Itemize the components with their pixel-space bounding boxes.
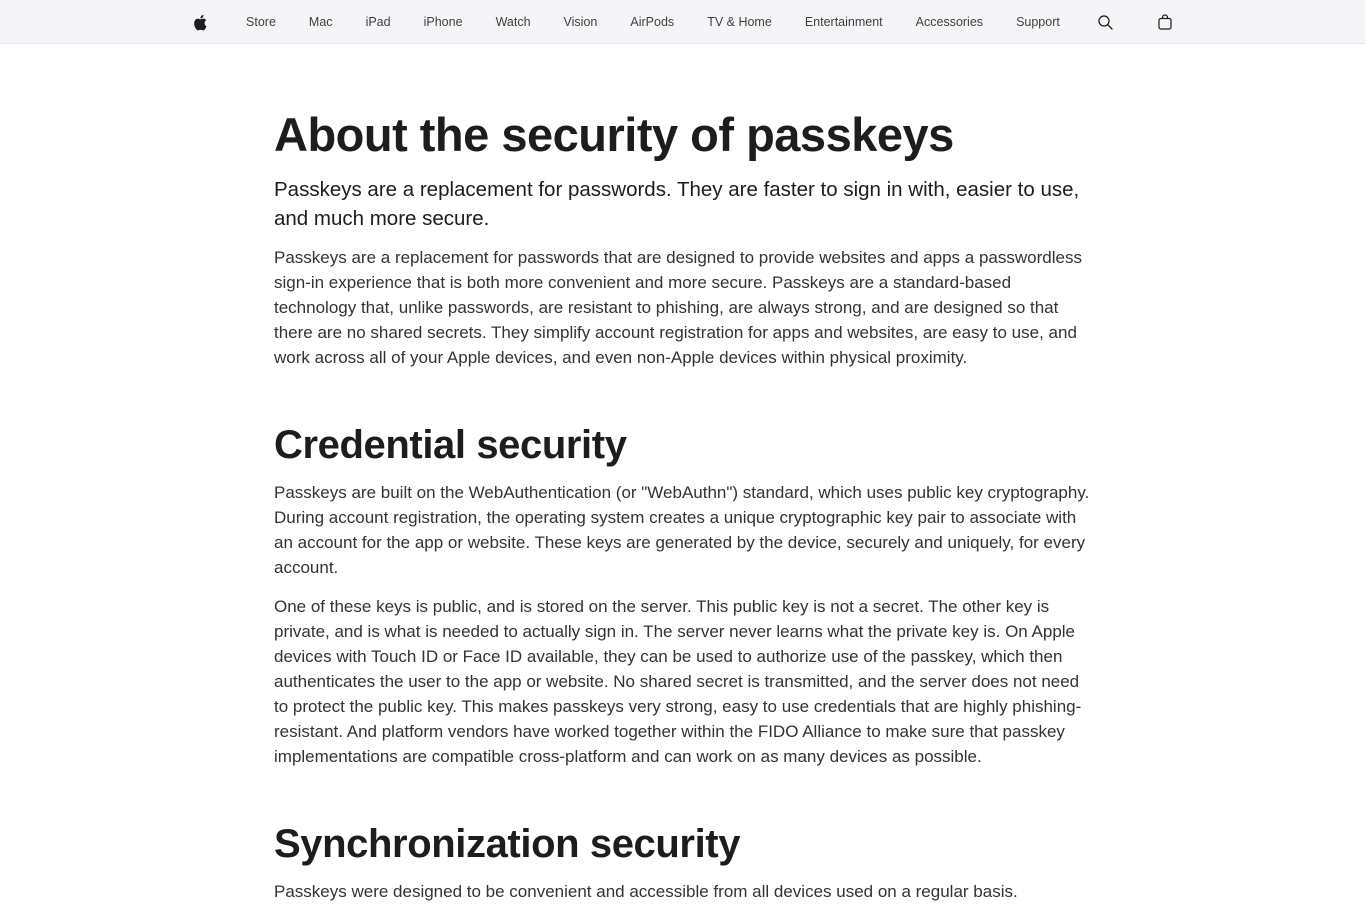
section-heading-credential-security: Credential security (274, 423, 627, 467)
nav-item-watch[interactable]: Watch (495, 15, 531, 29)
global-nav (0, 0, 1365, 44)
shopping-bag-icon[interactable] (1150, 0, 1180, 44)
nav-item-mac[interactable]: Mac (308, 15, 333, 29)
body-paragraph: Passkeys were designed to be convenient and accessible from all devices used on a regular basis. (274, 882, 1018, 901)
intro-paragraph: Passkeys are a replacement for passwords. They are faster to sign in with, easier to use, and much more secure. (274, 178, 1080, 230)
global-nav-bar (185, 0, 1180, 44)
nav-item-accessories[interactable]: Accessories (915, 15, 984, 29)
search-icon[interactable] (1091, 0, 1121, 44)
nav-item-tv-home[interactable]: TV & Home (707, 15, 772, 29)
nav-item-iphone[interactable]: iPhone (423, 15, 463, 29)
body-paragraph: Passkeys are a replacement for passwords that are designed to provide websites and apps a passwordless sign-in experience that is both more convenient and more secure. Passkeys are a standard-based technology that, unlike passwords, are resistant to phishing, are always strong, and are designed so that there are no shared secrets. They simplify account registration for apps and websites, are easy to use, and work across all of your Apple devices, and even non-Apple devices within physical proximity. (274, 248, 1082, 367)
nav-item-vision[interactable]: Vision (563, 15, 598, 29)
nav-item-ipad[interactable]: iPad (365, 15, 391, 29)
section-heading-synchronization-security: Synchronization security (274, 822, 741, 866)
body-paragraph: One of these keys is public, and is stored on the server. This public key is not a secret. The other key is private, and is what is needed to actually sign in. The server never learns what the private key is. On Apple devices with Touch ID or Face ID available, they can be used to authorize use of the passkey, which then authenticates the user to the app or website. No shared secret is transmitted, and the server does not need to protect the public key. This makes passkeys very strong, easy to use credentials that are highly phishing-resistant. And platform vendors have worked together within the FIDO Alliance to make sure that passkey implementations are compatible cross-platform and can work on as many devices as possible. (274, 597, 1082, 766)
nav-item-store[interactable]: Store (246, 15, 276, 29)
nav-item-support[interactable]: Support (1016, 15, 1060, 29)
nav-item-entertainment[interactable]: Entertainment (804, 15, 883, 29)
body-paragraph: Passkeys are built on the WebAuthentication (or "WebAuthn") standard, which uses public key cryptography. During account registration, the operating system creates a unique cryptographic key pair to associate with an account for the app or website. These keys are generated by the device, securely and uniquely, for every account. (274, 483, 1090, 577)
apple-logo-icon[interactable] (185, 0, 215, 44)
nav-item-airpods[interactable]: AirPods (630, 15, 675, 29)
page-title: About the security of passkeys (274, 108, 954, 161)
